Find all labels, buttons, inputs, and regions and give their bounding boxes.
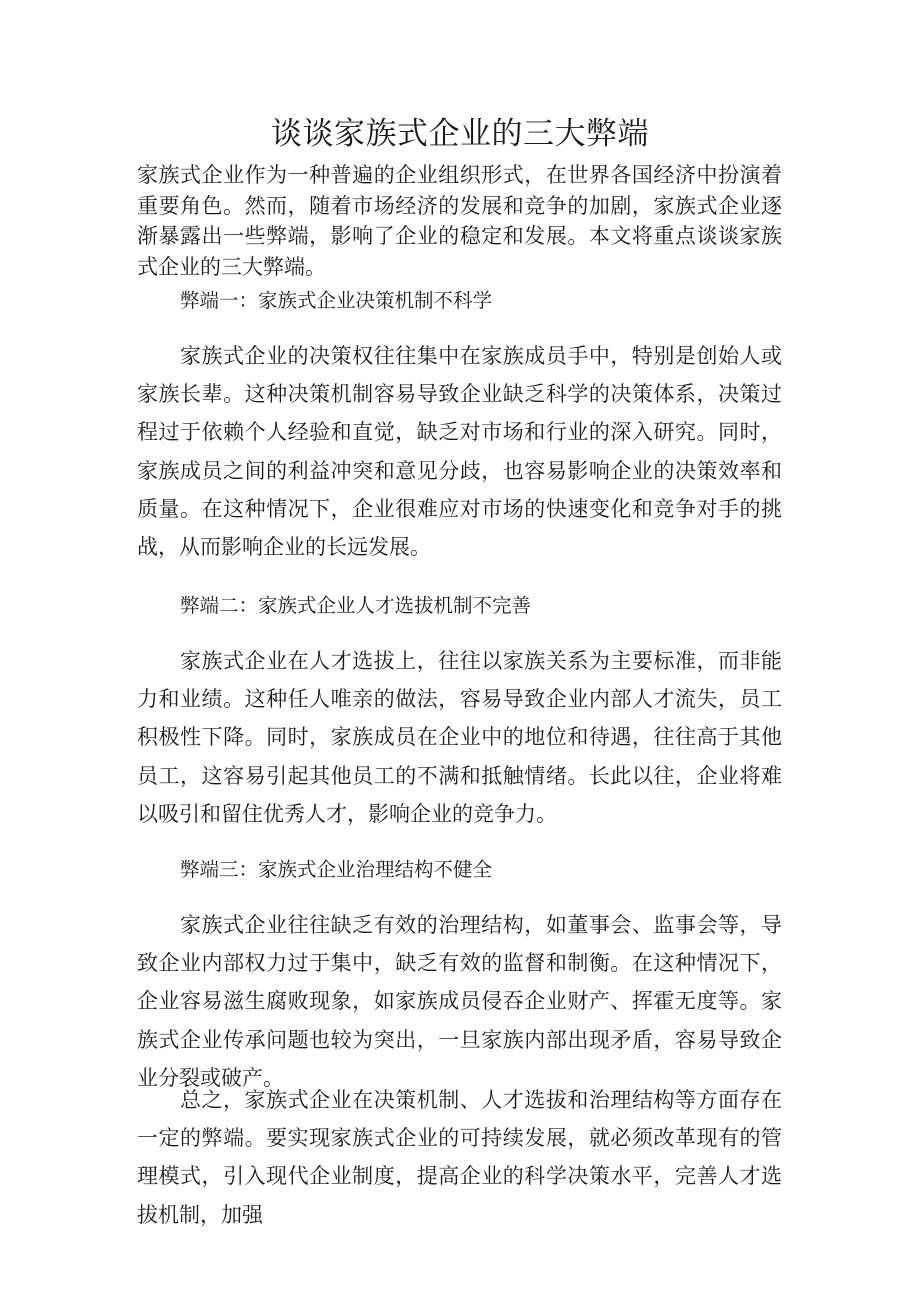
section-heading-2: 弊端二：家族式企业人才选拔机制不完善	[180, 594, 532, 617]
section-body-2: 家族式企业在人才选拔上，往往以家族关系为主要标准，而非能力和业绩。这种任人唯亲的做法，容易导致企业内部人才流失，员工积极性下降。同时，家族成员在企业中的地位和待遇，往往高于其他员工，这容易引起其他员工的不满和抵触情绪。长此以往，企业将难以吸引和留住优秀人才，影响企业的竞争力。	[137, 649, 782, 826]
section-heading-1: 弊端一：家族式企业决策机制不科学	[180, 289, 493, 312]
section-body-3: 家族式企业往往缺乏有效的治理结构，如董事会、监事会等，导致企业内部权力过于集中，缺乏有效的监督和制衡。在这种情况下，企业容易滋生腐败现象，如家族成员侵吞企业财产、挥霍无度等。家族式企业传承问题也较为突出，一旦家族内部出现矛盾，容易导致企业分裂或破产。	[137, 913, 782, 1090]
section-heading-3: 弊端三：家族式企业治理结构不健全	[180, 858, 493, 881]
document-title: 谈谈家族式企业的三大弊端	[271, 116, 649, 152]
intro-paragraph: 家族式企业作为一种普遍的企业组织形式，在世界各国经济中扮演着重要角色。然而，随着市场经济的发展和竞争的加剧，家族式企业逐渐暴露出一些弊端，影响了企业的稳定和发展。本文将重点谈谈家族式企业的三大弊端。	[137, 163, 782, 279]
conclusion-paragraph: 总之，家族式企业在决策机制、人才选拔和治理结构等方面存在一定的弊端。要实现家族式企业的可持续发展，就必须改革现有的管理模式，引入现代企业制度，提高企业的科学决策水平，完善人才选拔机制，加强	[137, 1088, 782, 1227]
section-body-1: 家族式企业的决策权往往集中在家族成员手中，特别是创始人或家族长辈。这种决策机制容易导致企业缺乏科学的决策体系，决策过程过于依赖个人经验和直觉，缺乏对市场和行业的深入研究。同时，家族成员之间的利益冲突和意见分歧，也容易影响企业的决策效率和质量。在这种情况下，企业很难应对市场的快速变化和竞争对手的挑战，从而影响企业的长远发展。	[137, 344, 782, 560]
